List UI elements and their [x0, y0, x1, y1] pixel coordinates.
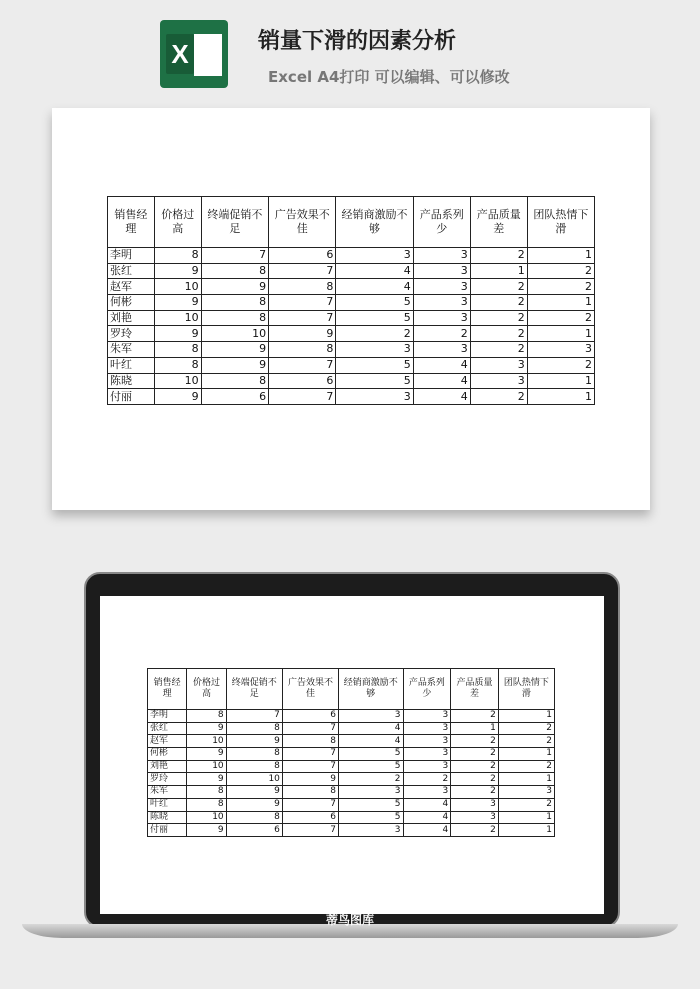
- score-cell: 5: [339, 760, 404, 773]
- score-cell: 7: [269, 263, 336, 279]
- score-cell: 3: [403, 735, 451, 748]
- score-cell: 8: [282, 735, 338, 748]
- score-cell: 3: [336, 248, 413, 264]
- excel-grid-icon: [194, 34, 222, 76]
- table-row: [108, 248, 595, 264]
- score-cell: 9: [154, 263, 201, 279]
- table-row: [108, 310, 595, 326]
- table-row: [148, 824, 555, 837]
- score-cell: 2: [451, 786, 499, 799]
- column-header: 销售经理: [108, 197, 155, 248]
- table-row: [148, 710, 555, 723]
- manager-name-cell: 罗玲: [148, 773, 187, 786]
- score-cell: 8: [201, 310, 268, 326]
- manager-name-cell: 刘艳: [108, 310, 155, 326]
- score-cell: 1: [498, 811, 554, 824]
- manager-name-cell: 陈晓: [108, 373, 155, 389]
- laptop-bezel: [84, 572, 620, 928]
- score-cell: 2: [470, 248, 527, 264]
- table-row: [148, 811, 555, 824]
- score-cell: 7: [269, 295, 336, 311]
- score-cell: 2: [336, 326, 413, 342]
- score-cell: 9: [154, 389, 201, 405]
- score-cell: 7: [282, 722, 338, 735]
- score-cell: 9: [282, 773, 338, 786]
- score-cell: 2: [498, 798, 554, 811]
- score-cell: 2: [470, 279, 527, 295]
- score-cell: 2: [470, 389, 527, 405]
- table-header-row: [108, 197, 595, 248]
- score-cell: 10: [201, 326, 268, 342]
- score-cell: 5: [336, 310, 413, 326]
- score-cell: 8: [201, 263, 268, 279]
- column-header: 价格过高: [154, 197, 201, 248]
- score-cell: 8: [226, 760, 282, 773]
- score-cell: 2: [527, 263, 594, 279]
- score-cell: 8: [269, 342, 336, 358]
- score-cell: 9: [187, 824, 226, 837]
- data-table: [107, 196, 595, 405]
- score-cell: 4: [336, 263, 413, 279]
- laptop-brand: 蒂鸟图库: [325, 913, 374, 927]
- score-cell: 8: [226, 811, 282, 824]
- score-cell: 10: [187, 735, 226, 748]
- score-cell: 4: [403, 811, 451, 824]
- score-cell: 4: [413, 389, 470, 405]
- score-cell: 3: [339, 786, 404, 799]
- score-cell: 3: [451, 811, 499, 824]
- score-cell: 10: [226, 773, 282, 786]
- data-table-small: [147, 668, 555, 837]
- score-cell: 8: [154, 342, 201, 358]
- score-cell: 8: [226, 748, 282, 761]
- score-cell: 9: [226, 798, 282, 811]
- column-header: 经销商激励不够: [336, 197, 413, 248]
- score-cell: 5: [336, 373, 413, 389]
- score-cell: 2: [470, 310, 527, 326]
- table-row: [148, 798, 555, 811]
- score-cell: 8: [201, 373, 268, 389]
- score-cell: 5: [339, 748, 404, 761]
- score-cell: 1: [527, 373, 594, 389]
- column-header: 广告效果不佳: [269, 197, 336, 248]
- score-cell: 3: [470, 357, 527, 373]
- column-header: 终端促销不足: [226, 669, 282, 710]
- score-cell: 2: [470, 342, 527, 358]
- score-cell: 3: [527, 342, 594, 358]
- laptop-screen: [100, 596, 604, 914]
- score-cell: 2: [527, 357, 594, 373]
- score-cell: 7: [201, 248, 268, 264]
- score-cell: 3: [336, 389, 413, 405]
- score-cell: 9: [201, 279, 268, 295]
- score-cell: 7: [269, 357, 336, 373]
- score-cell: 10: [187, 811, 226, 824]
- score-cell: 8: [154, 248, 201, 264]
- table-row: [108, 357, 595, 373]
- manager-name-cell: 朱军: [148, 786, 187, 799]
- score-cell: 9: [201, 342, 268, 358]
- score-cell: 7: [282, 798, 338, 811]
- table-row: [108, 279, 595, 295]
- score-cell: 7: [282, 760, 338, 773]
- score-cell: 1: [498, 824, 554, 837]
- manager-name-cell: 张红: [108, 263, 155, 279]
- excel-logo-icon: [160, 20, 228, 88]
- manager-name-cell: 罗玲: [108, 326, 155, 342]
- manager-name-cell: 赵军: [108, 279, 155, 295]
- score-cell: 10: [187, 760, 226, 773]
- score-cell: 2: [498, 735, 554, 748]
- table-row: [108, 326, 595, 342]
- manager-name-cell: 陈晓: [148, 811, 187, 824]
- manager-name-cell: 张红: [148, 722, 187, 735]
- score-cell: 9: [154, 295, 201, 311]
- score-cell: 8: [154, 357, 201, 373]
- score-cell: 3: [470, 373, 527, 389]
- score-cell: 1: [451, 722, 499, 735]
- manager-name-cell: 李明: [148, 710, 187, 723]
- score-cell: 3: [339, 710, 404, 723]
- score-cell: 8: [282, 786, 338, 799]
- score-cell: 2: [527, 279, 594, 295]
- manager-name-cell: 付丽: [108, 389, 155, 405]
- manager-name-cell: 刘艳: [148, 760, 187, 773]
- score-cell: 1: [498, 748, 554, 761]
- score-cell: 3: [403, 786, 451, 799]
- column-header: 团队热情下滑: [527, 197, 594, 248]
- score-cell: 9: [201, 357, 268, 373]
- score-cell: 4: [413, 357, 470, 373]
- laptop-mockup: [0, 570, 700, 970]
- score-cell: 3: [413, 342, 470, 358]
- score-cell: 4: [413, 373, 470, 389]
- score-cell: 6: [201, 389, 268, 405]
- score-cell: 3: [336, 342, 413, 358]
- score-cell: 3: [413, 263, 470, 279]
- table-header-row: [148, 669, 555, 710]
- score-cell: 2: [498, 722, 554, 735]
- score-cell: 6: [282, 811, 338, 824]
- score-cell: 2: [451, 735, 499, 748]
- score-cell: 4: [403, 798, 451, 811]
- column-header: 销售经理: [148, 669, 187, 710]
- score-cell: 9: [187, 748, 226, 761]
- header: [0, 0, 700, 100]
- score-cell: 5: [336, 295, 413, 311]
- score-cell: 6: [269, 373, 336, 389]
- score-cell: 9: [269, 326, 336, 342]
- score-cell: 8: [269, 279, 336, 295]
- table-row: [148, 735, 555, 748]
- manager-name-cell: 叶红: [148, 798, 187, 811]
- score-cell: 10: [154, 279, 201, 295]
- score-cell: 1: [498, 710, 554, 723]
- score-cell: 2: [498, 760, 554, 773]
- column-header: 产品系列少: [413, 197, 470, 248]
- page-title: 销量下滑的因素分析: [258, 29, 457, 54]
- score-cell: 1: [527, 248, 594, 264]
- table-row: [108, 295, 595, 311]
- score-cell: 9: [226, 735, 282, 748]
- score-cell: 6: [282, 710, 338, 723]
- score-cell: 9: [154, 326, 201, 342]
- score-cell: 8: [187, 786, 226, 799]
- score-cell: 3: [403, 760, 451, 773]
- score-cell: 3: [413, 248, 470, 264]
- table-row: [148, 748, 555, 761]
- score-cell: 8: [201, 295, 268, 311]
- manager-name-cell: 付丽: [148, 824, 187, 837]
- manager-name-cell: 何彬: [148, 748, 187, 761]
- score-cell: 10: [154, 310, 201, 326]
- score-cell: 2: [339, 773, 404, 786]
- score-cell: 4: [339, 735, 404, 748]
- score-cell: 7: [282, 824, 338, 837]
- column-header: 产品质量差: [451, 669, 499, 710]
- table-row: [108, 373, 595, 389]
- score-cell: 3: [403, 710, 451, 723]
- score-cell: 7: [282, 748, 338, 761]
- score-cell: 3: [339, 824, 404, 837]
- score-cell: 2: [403, 773, 451, 786]
- manager-name-cell: 李明: [108, 248, 155, 264]
- table-row: [108, 263, 595, 279]
- column-header: 产品质量差: [470, 197, 527, 248]
- column-header: 广告效果不佳: [282, 669, 338, 710]
- score-cell: 7: [269, 310, 336, 326]
- score-cell: 9: [187, 722, 226, 735]
- manager-name-cell: 赵军: [148, 735, 187, 748]
- score-cell: 3: [403, 722, 451, 735]
- manager-name-cell: 何彬: [108, 295, 155, 311]
- page-subtitle: Excel A4打印 可以编辑、可以修改: [268, 68, 510, 86]
- score-cell: 1: [470, 263, 527, 279]
- score-cell: 8: [187, 710, 226, 723]
- manager-name-cell: 叶红: [108, 357, 155, 373]
- score-cell: 9: [226, 786, 282, 799]
- score-cell: 6: [226, 824, 282, 837]
- score-cell: 2: [470, 295, 527, 311]
- score-cell: 4: [339, 722, 404, 735]
- score-cell: 2: [470, 326, 527, 342]
- table-row: [148, 760, 555, 773]
- score-cell: 8: [226, 722, 282, 735]
- score-cell: 4: [403, 824, 451, 837]
- score-cell: 3: [413, 310, 470, 326]
- table-row: [108, 389, 595, 405]
- column-header: 经销商激励不够: [339, 669, 404, 710]
- score-cell: 2: [451, 748, 499, 761]
- score-cell: 8: [187, 798, 226, 811]
- excel-logo-letter: X: [166, 34, 194, 74]
- score-cell: 3: [451, 798, 499, 811]
- score-cell: 7: [226, 710, 282, 723]
- score-cell: 4: [336, 279, 413, 295]
- score-cell: 1: [527, 326, 594, 342]
- score-cell: 2: [451, 710, 499, 723]
- score-cell: 3: [498, 786, 554, 799]
- score-cell: 7: [269, 389, 336, 405]
- column-header: 价格过高: [187, 669, 226, 710]
- score-cell: 10: [154, 373, 201, 389]
- score-cell: 3: [413, 295, 470, 311]
- score-cell: 5: [339, 798, 404, 811]
- table-row: [108, 342, 595, 358]
- score-cell: 2: [451, 773, 499, 786]
- score-cell: 9: [187, 773, 226, 786]
- score-cell: 1: [527, 295, 594, 311]
- column-header: 团队热情下滑: [498, 669, 554, 710]
- score-cell: 1: [498, 773, 554, 786]
- score-cell: 3: [403, 748, 451, 761]
- score-cell: 3: [413, 279, 470, 295]
- score-cell: 5: [339, 811, 404, 824]
- score-cell: 6: [269, 248, 336, 264]
- score-cell: 2: [451, 760, 499, 773]
- score-cell: 2: [527, 310, 594, 326]
- sheet-preview: [52, 108, 650, 510]
- table-row: [148, 773, 555, 786]
- score-cell: 2: [413, 326, 470, 342]
- score-cell: 1: [527, 389, 594, 405]
- column-header: 终端促销不足: [201, 197, 268, 248]
- table-row: [148, 722, 555, 735]
- score-cell: 5: [336, 357, 413, 373]
- table-row: [148, 786, 555, 799]
- score-cell: 2: [451, 824, 499, 837]
- column-header: 产品系列少: [403, 669, 451, 710]
- manager-name-cell: 朱军: [108, 342, 155, 358]
